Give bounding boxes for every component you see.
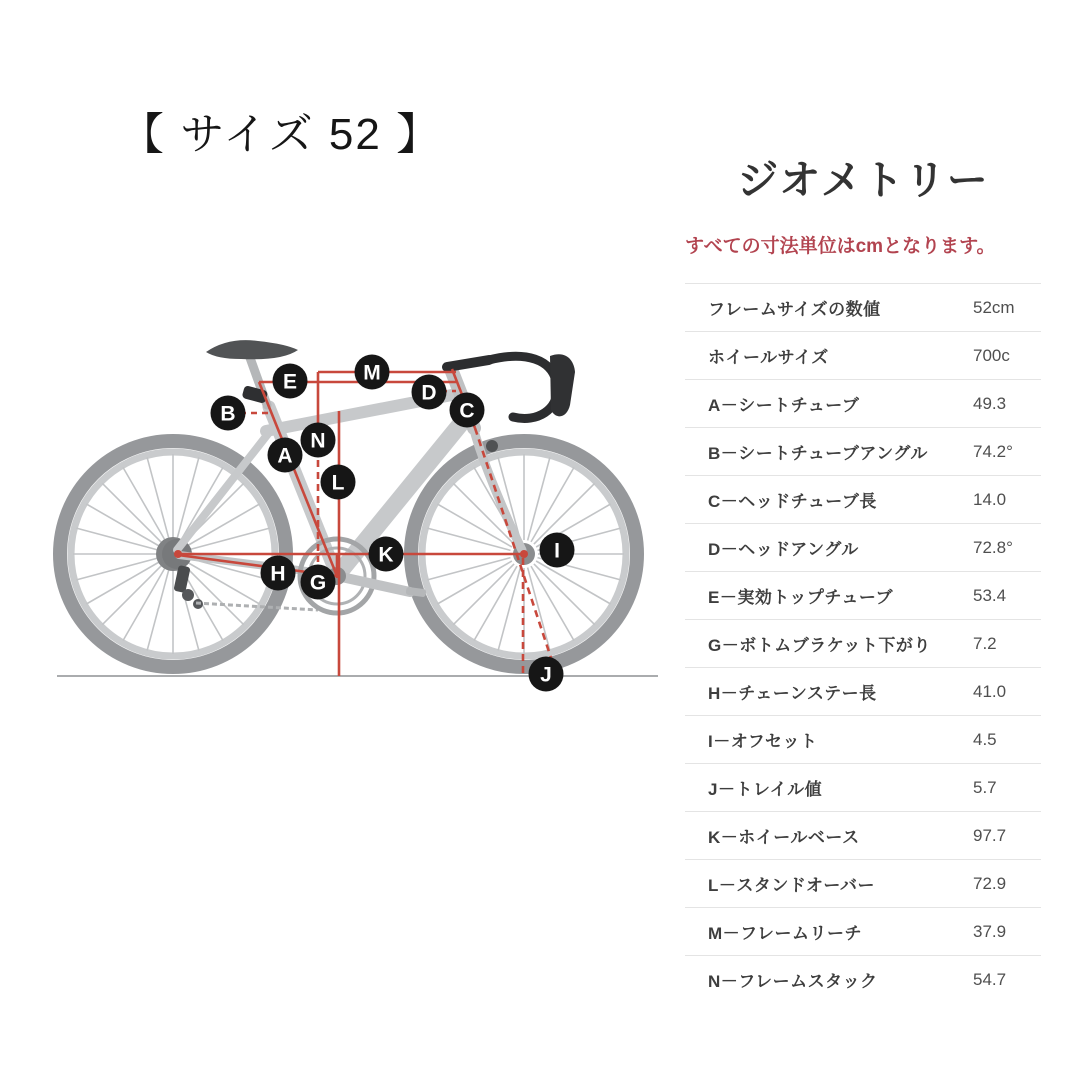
row-value: 37.9 [973,921,1007,941]
table-row [685,763,1041,811]
svg-text:N: N [310,429,326,453]
row-value: 4.5 [973,729,997,749]
geometry-panel [685,158,1041,1003]
row-label: G－ボトムブラケット下がり [708,636,931,656]
diagram-label-A [268,438,303,473]
row-label: E－実効トップチューブ [708,588,893,608]
row-label: K－ホイールベース [708,828,860,848]
svg-text:L: L [331,471,345,495]
row-value: 52cm [973,297,1015,317]
table-row [685,427,1041,475]
row-label: N－フレームスタック [708,972,878,992]
svg-text:M: M [363,361,381,385]
table-row [685,715,1041,763]
diagram-label-N [301,423,336,458]
row-value: 49.3 [973,393,1007,413]
table-row [685,523,1041,571]
page-title: 【 サイズ 52 】 [120,110,443,159]
geometry-heading: ジオメトリー [737,157,989,203]
table-row [685,955,1041,1003]
diagram-label-B [211,396,246,431]
row-label: H－チェーンステー長 [708,684,877,704]
diagram-label-G [301,565,336,600]
svg-text:J: J [540,663,552,687]
svg-text:C: C [459,399,475,423]
row-label: J－トレイル値 [708,780,823,800]
svg-text:I: I [554,539,560,563]
saddle [206,340,298,359]
diagram-label-M [355,355,390,390]
row-value: 97.7 [973,825,1007,845]
svg-text:E: E [282,370,298,394]
table-row [685,619,1041,667]
drop-bar [489,356,557,418]
diagram-label-J [529,657,564,692]
table-row [685,811,1041,859]
diagram-label-K [369,537,404,572]
table-row [685,667,1041,715]
brake-lever [550,354,575,416]
row-label: M－フレームリーチ [708,924,862,944]
svg-text:A: A [277,444,293,468]
svg-text:K: K [378,543,394,567]
svg-text:H: H [270,562,286,586]
row-value: 54.7 [973,969,1007,989]
diagram-label-C [450,393,485,428]
row-value: 41.0 [973,681,1007,701]
row-value: 72.9 [973,873,1007,893]
diagram-label-E [273,364,308,399]
diagram-label-I [540,533,575,568]
row-label: C－ヘッドチューブ長 [708,492,877,512]
row-label: L－スタンドオーバー [708,876,876,896]
row-value: 7.2 [973,633,997,653]
geometry-table [685,283,1041,1003]
diagram-label-H [261,556,296,591]
row-value: 72.8° [973,537,1013,557]
table-row [685,379,1041,427]
table-row [685,475,1041,523]
row-label: ホイールサイズ [708,348,829,368]
table-row [685,907,1041,955]
row-value: 14.0 [973,489,1007,509]
table-row [685,571,1041,619]
row-value: 700c [973,345,1010,365]
table-row [685,331,1041,379]
row-value: 5.7 [973,777,997,797]
row-label: A－シートチューブ [708,396,860,416]
svg-text:D: D [421,381,437,405]
row-value: 74.2° [973,441,1013,461]
row-label: I－オフセット [708,732,818,752]
diagram-label-L [321,465,356,500]
table-row [685,859,1041,907]
table-row [685,283,1041,331]
svg-text:G: G [309,571,327,595]
row-label: フレームサイズの数値 [708,300,881,320]
svg-text:B: B [220,402,236,426]
front-brake [486,440,498,452]
diagram-label-D [412,375,447,410]
row-value: 53.4 [973,585,1007,605]
row-label: B－シートチューブアングル [708,444,928,464]
row-label: D－ヘッドアングル [708,540,859,560]
unit-note: すべての寸法単位はcmとなります。 [685,236,996,258]
stem [447,360,489,367]
